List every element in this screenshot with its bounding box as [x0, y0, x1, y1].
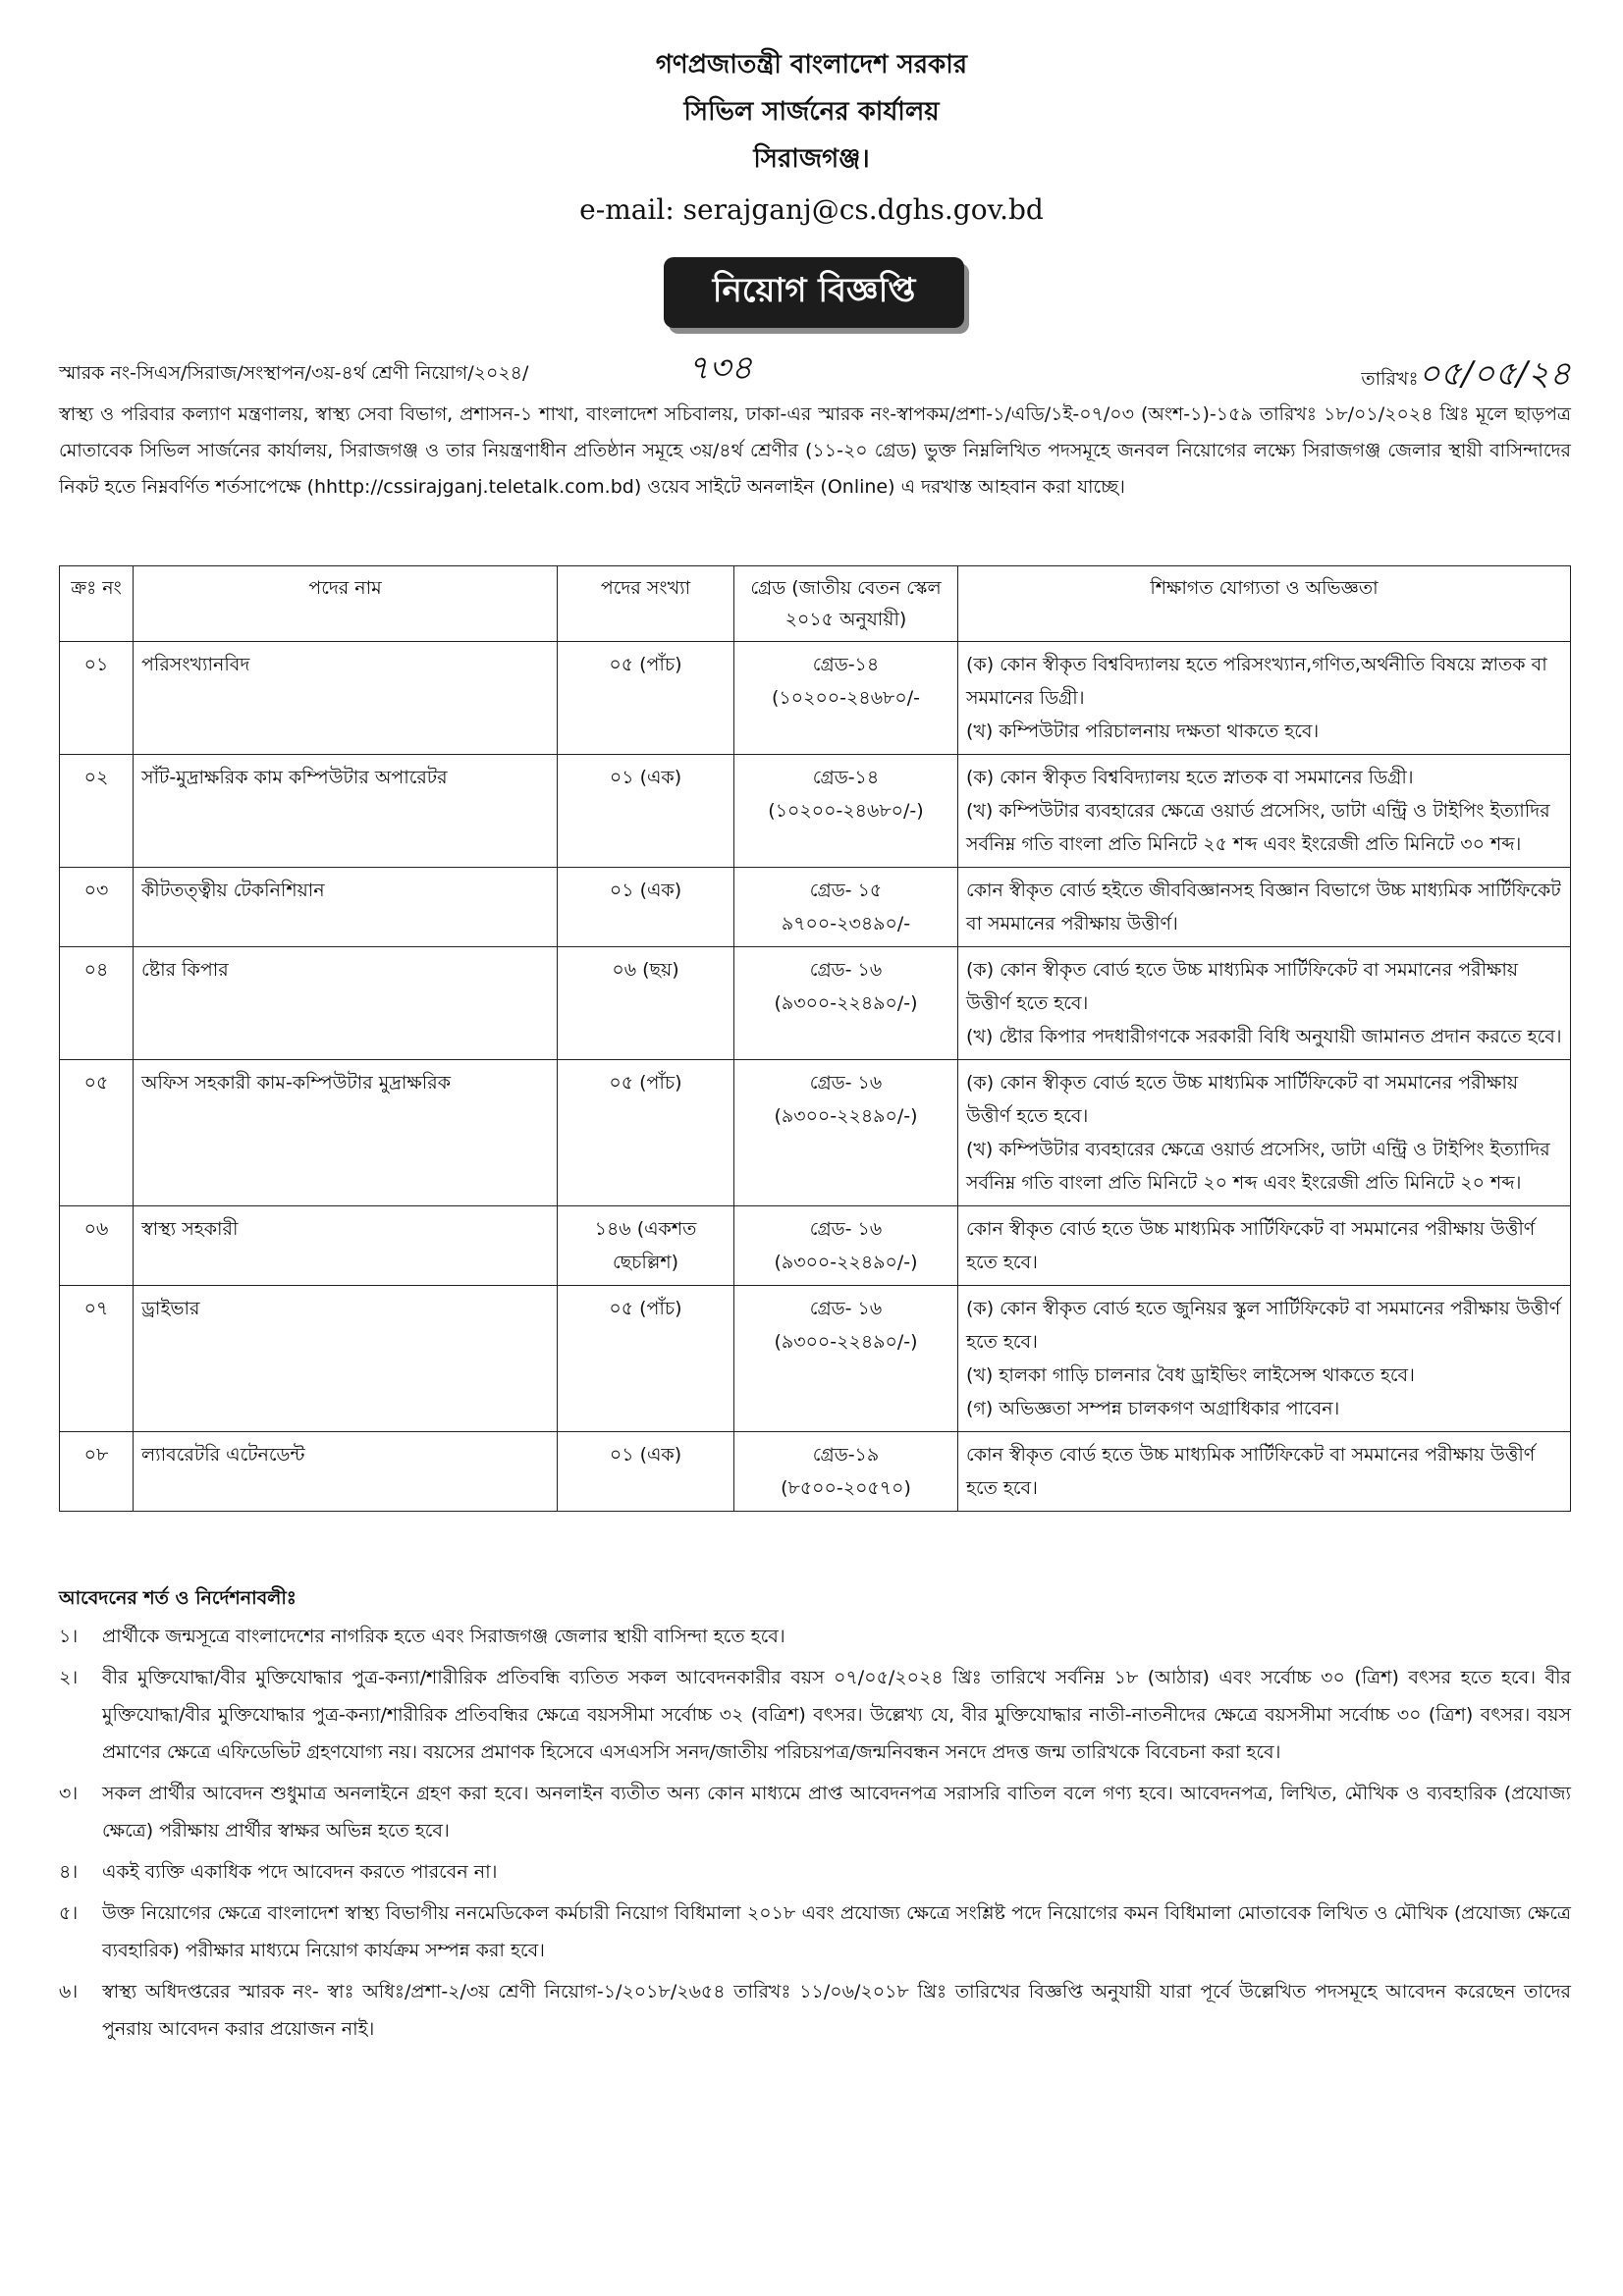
office-location: সিরাজগঞ্জ।	[753, 144, 870, 174]
qualification-item: কোন স্বীকৃত বোর্ড হইতে জীববিজ্ঞানসহ বিজ্ঞান বিভাগে উচ্চ মাধ্যমিক সার্টিফিকেট বা সমমানের পরীক্ষায় উত্তীর্ণ।	[966, 880, 1561, 934]
cell-post-count: ১৪৬ (একশত ছেচল্লিশ)	[558, 1206, 734, 1286]
date-label: তারিখঃ	[1361, 368, 1419, 390]
qualification-item: কোন স্বীকৃত বোর্ড হতে উচ্চ মাধ্যমিক সার্টিফিকেট বা সমমানের পরীক্ষায় উত্তীর্ণ হতে হবে।	[966, 1218, 1536, 1273]
pay-scale: ৯৭০০-২৩৪৯০/-	[781, 913, 911, 934]
cell-serial: ০৪	[60, 947, 134, 1060]
cell-qualification	[958, 868, 1571, 947]
cell-grade	[734, 947, 958, 1060]
qualification-item: (গ) অভিজ্ঞতা সম্পন্ন চালকগণ অগ্রাধিকার পাবেন।	[966, 1398, 1340, 1419]
cell-post-count: ০৫ (পাঁচ)	[558, 1286, 734, 1432]
table-header-row	[60, 566, 1571, 642]
cell-post-name: অফিস সহকারী কাম-কম্পিউটার মুদ্রাক্ষরিক	[134, 1060, 558, 1206]
qualification-item: (ক) কোন স্বীকৃত বোর্ড হতে জুনিয়র স্কুল সার্টিফিকেট বা সমমানের পরীক্ষায় উত্তীর্ণ হতে হবে।	[966, 1298, 1561, 1353]
condition-item	[59, 1853, 1571, 1891]
qualification-item: (ক) কোন স্বীকৃত বোর্ড হতে উচ্চ মাধ্যমিক সার্টিফিকেট বা সমমানের পরীক্ষায় উত্তীর্ণ হতে হবে।	[966, 1072, 1519, 1127]
cell-post-count: ০১ (এক)	[558, 755, 734, 868]
header-qualification: শিক্ষাগত যোগ্যতা ও অভিজ্ঞতা	[958, 566, 1571, 642]
condition-text: সকল প্রার্থীর আবেদন শুধুমাত্র অনলাইনে গ্রহণ করা হবে। অনলাইন ব্যতীত অন্য কোন মাধ্যমে প্রাপ্ত আবেদনপত্র সরাসরি বাতিল বলে গণ্য হবে। আবেদনপত্র, লিখিত, মৌখিক ও ব্যবহারিক (প্রযোজ্য ক্ষেত্রে) পরীক্ষায় প্রার্থীর স্বাক্ষর অভিন্ন হতে হবে।	[102, 1783, 1571, 1842]
cell-post-name: পরিসংখ্যানবিদ	[134, 642, 558, 755]
cell-grade	[734, 1206, 958, 1286]
table-row	[60, 1060, 1571, 1206]
cell-qualification	[958, 642, 1571, 755]
cell-grade	[734, 1286, 958, 1432]
pay-scale: (১০২০০-২৪৬৮০/-)	[768, 800, 924, 822]
table-row	[60, 1432, 1571, 1512]
table-row	[60, 642, 1571, 755]
cell-serial: ০৮	[60, 1432, 134, 1512]
memo-reference: স্মারক নং-সিএস/সিরাজ/সংস্থাপন/৩য়-৪র্থ শ্রেণী নিয়োগ/২০২৪/	[59, 362, 529, 384]
condition-item	[59, 1659, 1571, 1771]
header-post-count: পদের সংখ্যা	[558, 566, 734, 642]
qualification-item: (খ) কম্পিউটার ব্যবহারের ক্ষেত্রে ওয়ার্ড প্রসেসিং, ডাটা এন্ট্রি ও টাইপিং ইত্যাদির সর্বনিম্ন গতি বাংলা প্রতি মিনিটে ২৫ শব্দ এবং ইংরেজী প্রতি মিনিটে ৩০ শব্দ।	[966, 800, 1550, 855]
grade-label: গ্রেড- ১৫	[809, 880, 883, 901]
cell-serial: ০৩	[60, 868, 134, 947]
cell-serial: ০৫	[60, 1060, 134, 1206]
cell-grade	[734, 868, 958, 947]
cell-post-count: ০৫ (পাঁচ)	[558, 1060, 734, 1206]
qualification-item: (খ) হালকা গাড়ি চালনার বৈধ ড্রাইভিং লাইসেন্স থাকতে হবে।	[966, 1364, 1415, 1386]
office-header	[0, 41, 1623, 238]
grade-label: গ্রেড- ১৬	[809, 1298, 883, 1319]
government-title: গণপ্রজাতন্ত্রী বাংলাদেশ সরকার	[655, 50, 968, 80]
qualification-item: (ক) কোন স্বীকৃত বোর্ড হতে উচ্চ মাধ্যমিক সার্টিফিকেট বা সমমানের পরীক্ষায় উত্তীর্ণ হতে হবে।	[966, 959, 1519, 1014]
pay-scale: (৯৩০০-২২৪৯০/-)	[774, 1105, 918, 1127]
cell-qualification	[958, 1432, 1571, 1512]
cell-grade	[734, 1432, 958, 1512]
condition-number: ৬।	[59, 1981, 79, 2002]
condition-item	[59, 1895, 1571, 1969]
header-post-name: পদের নাম	[134, 566, 558, 642]
header-serial: ক্রঃ নং	[60, 566, 134, 642]
cell-grade	[734, 755, 958, 868]
pay-scale: (৯৩০০-২২৪৯০/-)	[774, 1331, 918, 1353]
cell-qualification	[958, 947, 1571, 1060]
table-body	[60, 642, 1571, 1512]
grade-label: গ্রেড-১৪	[812, 767, 880, 788]
cell-post-name: সাঁট-মুদ্রাক্ষরিক কাম কম্পিউটার অপারেটর	[134, 755, 558, 868]
condition-number: ৫।	[59, 1902, 79, 1924]
grade-label: গ্রেড- ১৬	[809, 1072, 883, 1094]
date-handwritten: ০৫/০৫/২৪	[1418, 354, 1571, 394]
condition-text: প্রার্থীকে জন্মসূত্রে বাংলাদেশের নাগরিক হতে এবং সিরাজগঞ্জ জেলার স্থায়ী বাসিন্দা হতে হবে।	[102, 1626, 785, 1647]
pay-scale: (৮৫০০-২০৫৭০)	[781, 1477, 911, 1499]
table-row	[60, 1286, 1571, 1432]
condition-number: ১।	[59, 1626, 79, 1647]
qualification-item: (ক) কোন স্বীকৃত বিশ্ববিদ্যালয় হতে পরিসংখ্যান,গণিত,অর্থনীতি বিষয়ে স্নাতক বা সমমানের ডিগ্রী।	[966, 654, 1547, 709]
memo-reference-handwritten: ৭৩৪	[687, 348, 753, 388]
condition-text: উক্ত নিয়োগের ক্ষেত্রে বাংলাদেশ স্বাস্থ্য বিভাগীয় ননমেডিকেল কর্মচারী নিয়োগ বিধিমালা ২০১৮ এবং প্রযোজ্য ক্ষেত্রে সংশ্লিষ্ট পদে নিয়োগের কমন বিধিমালা মোতাবেক লিখিত ও মৌখিক (প্রযোজ্য ক্ষেত্রে ব্যবহারিক) পরীক্ষার মাধ্যমে নিয়োগ কার্যক্রম সম্পন্ন করা হবে।	[102, 1902, 1571, 1961]
grade-label: গ্রেড- ১৬	[809, 1218, 883, 1240]
pay-scale: (১০২০০-২৪৬৮০/-	[772, 687, 920, 709]
grade-label: গ্রেড- ১৬	[809, 959, 883, 981]
table-row	[60, 868, 1571, 947]
pay-scale: (৯৩০০-২২৪৯০/-)	[774, 1252, 918, 1273]
grade-label: গ্রেড-১৪	[812, 654, 880, 675]
cell-post-count: ০১ (এক)	[558, 1432, 734, 1512]
condition-number: ২।	[59, 1667, 79, 1688]
qualification-item: (ক) কোন স্বীকৃত বিশ্ববিদ্যালয় হতে স্নাতক বা সমমানের ডিগ্রী।	[966, 767, 1414, 788]
cell-qualification	[958, 1286, 1571, 1432]
cell-post-name: ড্রাইভার	[134, 1286, 558, 1432]
qualification-item: (খ) কম্পিউটার পরিচালনায় দক্ষতা থাকতে হবে।	[966, 721, 1320, 742]
condition-number: ৩।	[59, 1783, 79, 1804]
condition-text: বীর মুক্তিযোদ্ধা/বীর মুক্তিযোদ্ধার পুত্র-কন্যা/শারীরিক প্রতিবন্ধি ব্যতিত সকল আবেদনকারীর বয়স ০৭/০৫/২০২৪ খ্রিঃ তারিখে সর্বনিম্ন ১৮ (আঠার) এবং সর্বোচ্চ ৩০ (ত্রিশ) বৎসর হতে হবে। বীর মুক্তিযোদ্ধা/বীর মুক্তিযোদ্ধার পুত্র-কন্যা/শারীরিক প্রতিবন্ধির ক্ষেত্রে বয়সসীমা সর্বোচ্চ ৩২ (বত্রিশ) বৎসর। উল্লেখ্য যে, বীর মুক্তিযোদ্ধার নাতী-নাতনীদের ক্ষেত্রে বয়সসীমা সর্বোচ্চ ৩০ (ত্রিশ) বৎসর। বয়স প্রমাণের ক্ষেত্রে এফিডেভিট গ্রহণযোগ্য নয়। বয়সের প্রমাণক হিসেবে এসএসসি সনদ/জাতীয় পরিচয়পত্র/জন্মনিবন্ধন সনদে প্রদত্ত জন্ম তারিখকে বিবেচনা করা হবে।	[102, 1667, 1571, 1763]
cell-qualification	[958, 1206, 1571, 1286]
cell-grade	[734, 1060, 958, 1206]
qualification-item: (খ) ষ্টোর কিপার পদধারীগণকে সরকারী বিধি অনুযায়ী জামানত প্রদান করতে হবে।	[966, 1026, 1562, 1047]
cell-qualification	[958, 1060, 1571, 1206]
condition-item	[59, 1973, 1571, 2048]
condition-item	[59, 1775, 1571, 1849]
conditions-section	[59, 1578, 1571, 2052]
cell-post-name: ষ্টোর কিপার	[134, 947, 558, 1060]
qualification-item: (খ) কম্পিউটার ব্যবহারের ক্ষেত্রে ওয়ার্ড প্রসেসিং, ডাটা এন্ট্রি ও টাইপিং ইত্যাদির সর্বনিম্ন গতি বাংলা প্রতি মিনিটে ২০ শব্দ এবং ইংরেজী প্রতি মিনিটে ২০ শব্দ।	[966, 1139, 1550, 1194]
cell-serial: ০১	[60, 642, 134, 755]
office-name: সিভিল সার্জনের কার্যালয়	[683, 97, 940, 127]
cell-qualification	[958, 755, 1571, 868]
cell-serial: ০৬	[60, 1206, 134, 1286]
conditions-title: আবেদনের শর্ত ও নির্দেশনাবলীঃ	[59, 1587, 297, 1609]
memo-line	[59, 348, 1571, 394]
condition-number: ৪।	[59, 1861, 79, 1883]
cell-post-name: ল্যাবরেটরি এটেনডেন্ট	[134, 1432, 558, 1512]
cell-post-name: স্বাস্থ্য সহকারী	[134, 1206, 558, 1286]
cell-post-count: ০৬ (ছয়)	[558, 947, 734, 1060]
grade-label: গ্রেড-১৯	[812, 1444, 880, 1466]
memo-date	[1361, 354, 1571, 397]
cell-grade	[734, 642, 958, 755]
cell-post-count: ০১ (এক)	[558, 868, 734, 947]
condition-text: একই ব্যক্তি একাধিক পদে আবেদন করতে পারবেন না।	[102, 1861, 498, 1883]
table-row	[60, 947, 1571, 1060]
office-email: e-mail: serajganj@cs.dghs.gov.bd	[579, 193, 1044, 226]
table-row	[60, 755, 1571, 868]
cell-serial: ০২	[60, 755, 134, 868]
cell-post-count: ০৫ (পাঁচ)	[558, 642, 734, 755]
condition-text: স্বাস্থ্য অধিদপ্তরের স্মারক নং- স্বাঃ অধিঃ/প্রশা-২/৩য় শ্রেণী নিয়োগ-১/২০১৮/২৬৫৪ তারিখঃ ১১/০৬/২০১৮ খ্রিঃ তারিখের বিজ্ঞপ্তি অনুযায়ী যারা পূর্বে উল্লেখিত পদসমূহে আবেদন করেছেন তাদের পুনরায় আবেদন করার প্রয়োজন নাই।	[102, 1981, 1571, 2040]
notice-banner: নিয়োগ বিজ্ঞপ্তি	[664, 257, 964, 328]
cell-post-name: কীটতত্ত্বীয় টেকনিশিয়ান	[134, 868, 558, 947]
table-row	[60, 1206, 1571, 1286]
header-grade: গ্রেড (জাতীয় বেতন স্কেল ২০১৫ অনুযায়ী)	[734, 566, 958, 642]
cell-serial: ০৭	[60, 1286, 134, 1432]
conditions-list	[59, 1618, 1571, 2048]
vacancy-table	[59, 565, 1571, 1512]
pay-scale: (৯৩০০-২২৪৯০/-)	[774, 992, 918, 1014]
intro-paragraph: স্বাস্থ্য ও পরিবার কল্যাণ মন্ত্রণালয়, স্বাস্থ্য সেবা বিভাগ, প্রশাসন-১ শাখা, বাংলাদেশ সচিবালয়, ঢাকা-এর স্মারক নং-স্বাপকম/প্রশা-১/এডি/১ই-০৭/০৩ (অংশ-১)-১৫৯ তারিখঃ ১৮/০১/২০২৪ খ্রিঃ মূলে ছাড়পত্র মোতাবেক সিভিল সার্জনের কার্যালয়, সিরাজগঞ্জ ও তার নিয়ন্ত্রণাধীন প্রতিষ্ঠান সমূহে ৩য়/৪র্থ শ্রেণীর (১১-২০ গ্রেড) ভুক্ত নিম্নলিখিত পদসমূহে জনবল নিয়োগের লক্ষ্যে সিরাজগঞ্জ জেলার স্থায়ী বাসিন্দাদের নিকট হতে নিম্নবর্ণিত শর্তসাপেক্ষে (hhttp://cssirajganj.teletalk.com.bd) ওয়েব সাইটে অনলাইন (Online) এ দরখাস্ত আহবান করা যাচ্ছে।	[59, 403, 1571, 498]
condition-item	[59, 1618, 1571, 1655]
qualification-item: কোন স্বীকৃত বোর্ড হতে উচ্চ মাধ্যমিক সার্টিফিকেট বা সমমানের পরীক্ষায় উত্তীর্ণ হতে হবে।	[966, 1444, 1536, 1499]
